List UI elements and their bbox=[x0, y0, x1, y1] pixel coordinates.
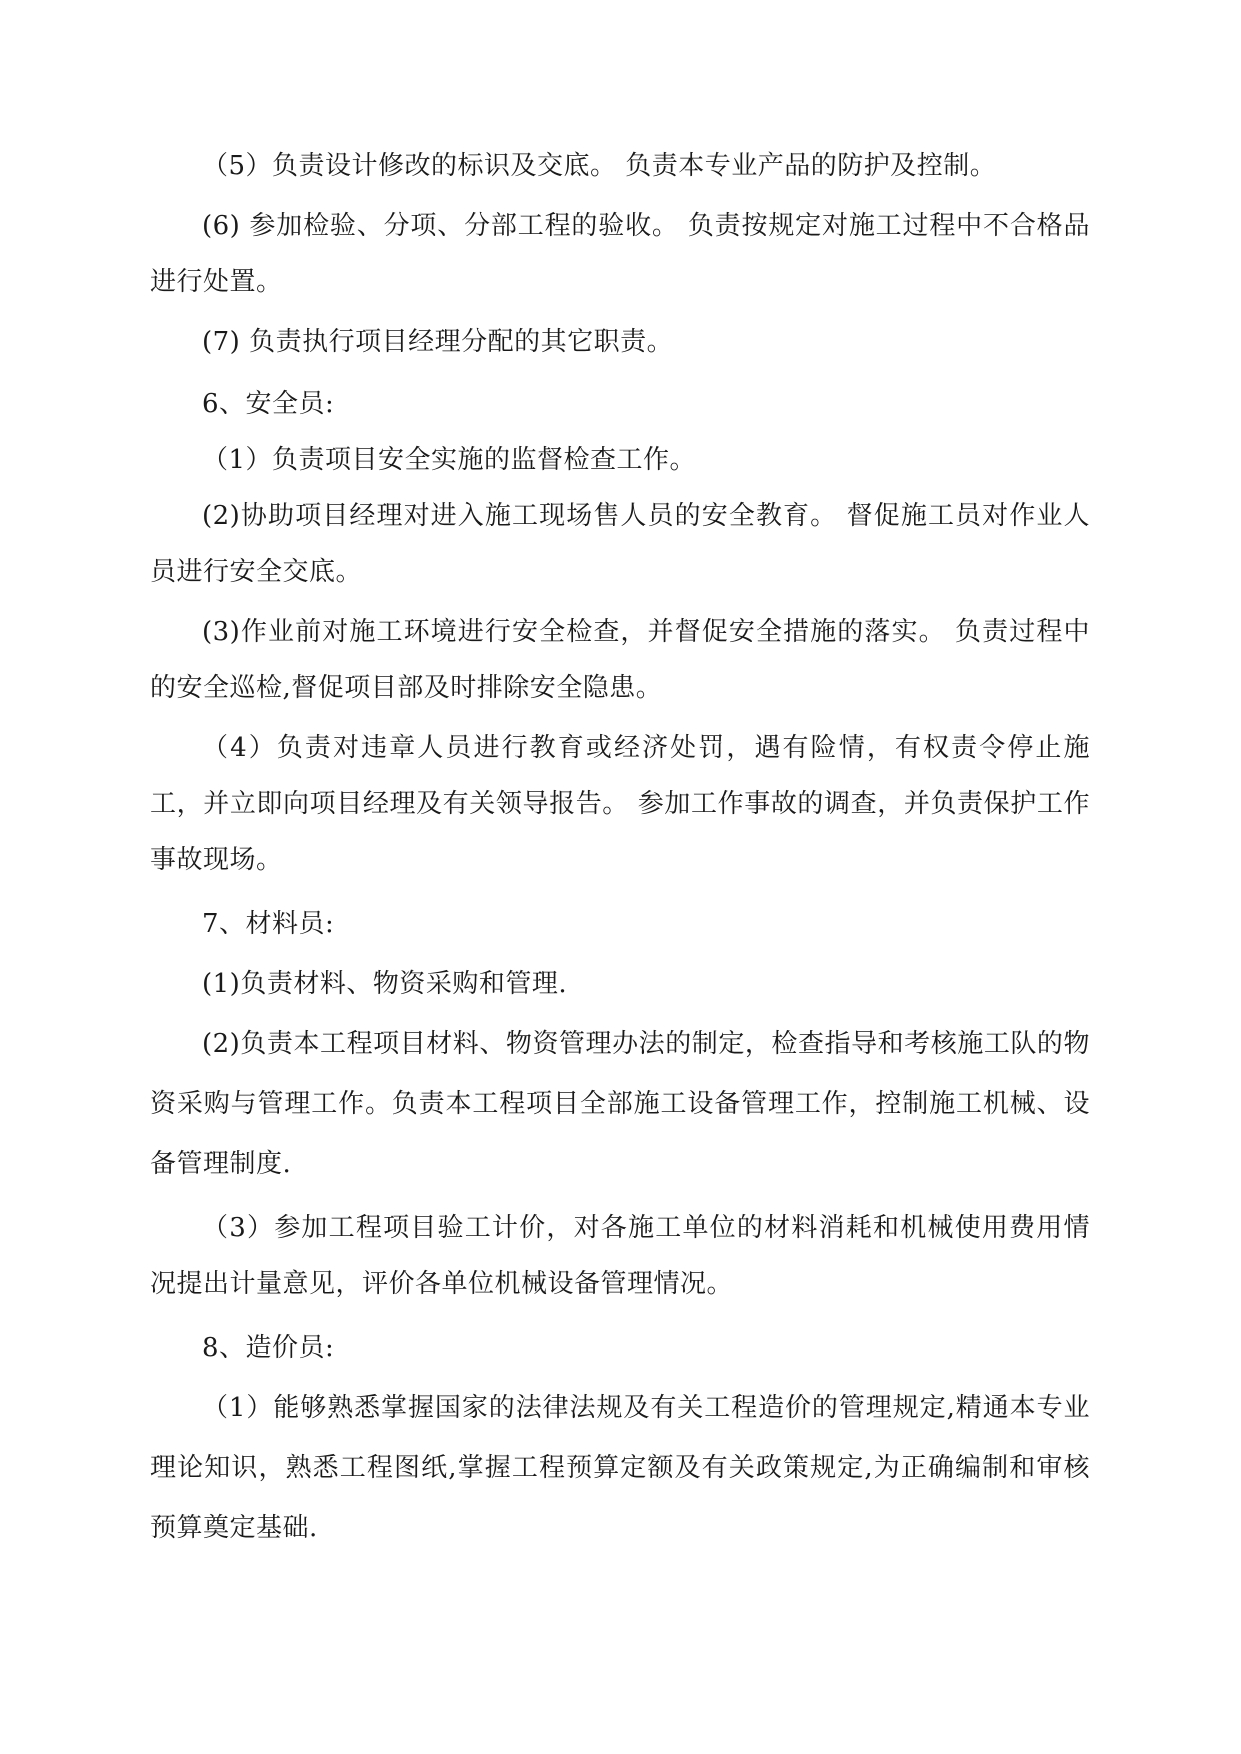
section-heading-materials-officer: 7、材料员: bbox=[202, 909, 335, 939]
paragraph-duty-6: (6) 参加检验、分项、分部工程的验收。 负责按规定对施工过程中不合格品进行处置。 bbox=[150, 211, 1090, 297]
paragraph-cost-1: （1）能够熟悉掌握国家的法律法规及有关工程造价的管理规定,精通本专业理论知识，熟悉工程图纸,掌握工程预算定额及有关政策规定,为正确编制和审核预算奠定基础. bbox=[150, 1393, 1090, 1543]
paragraph-materials-1: (1)负责材料、物资采购和管理. bbox=[202, 969, 568, 999]
paragraph-duty-7: (7) 负责执行项目经理分配的其它职责。 bbox=[202, 327, 674, 357]
paragraph-duty-5: （5）负责设计修改的标识及交底。 负责本专业产品的防护及控制。 bbox=[202, 151, 997, 181]
paragraph-safety-1: （1）负责项目安全实施的监督检查工作。 bbox=[202, 445, 697, 475]
paragraph-safety-3: (3)作业前对施工环境进行安全检查，并督促安全措施的落实。 负责过程中的安全巡检,督促项目部及时排除安全隐患。 bbox=[150, 617, 1090, 703]
document-body bbox=[150, 138, 1090, 1558]
section-heading-cost-estimator: 8、造价员: bbox=[202, 1333, 335, 1363]
paragraph-materials-3: （3）参加工程项目验工计价，对各施工单位的材料消耗和机械使用费用情况提出计量意见，评价各单位机械设备管理情况。 bbox=[150, 1213, 1090, 1299]
paragraph-safety-4: （4）负责对违章人员进行教育或经济处罚，遇有险情，有权责令停止施工，并立即向项目经理及有关领导报告。 参加工作事故的调查，并负责保护工作事故现场。 bbox=[150, 733, 1090, 875]
section-heading-safety-officer: 6、安全员: bbox=[202, 389, 335, 419]
paragraph-materials-2: (2)负责本工程项目材料、物资管理办法的制定，检查指导和考核施工队的物资采购与管理工作。负责本工程项目全部施工设备管理工作，控制施工机械、设备管理制度. bbox=[150, 1029, 1090, 1179]
paragraph-safety-2: (2)协助项目经理对进入施工现场售人员的安全教育。 督促施工员对作业人员进行安全交底。 bbox=[150, 501, 1090, 587]
